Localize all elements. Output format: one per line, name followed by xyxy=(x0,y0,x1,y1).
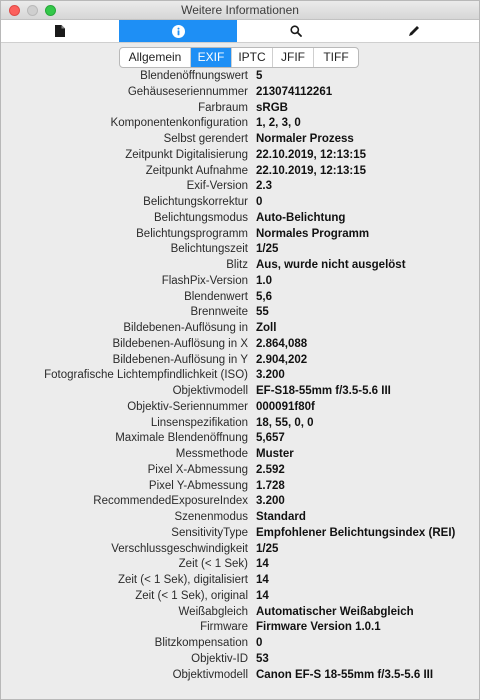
window-title: Weitere Informationen xyxy=(181,3,299,17)
exif-value[interactable]: 1.0 xyxy=(256,274,272,287)
exif-value[interactable]: 3.200 xyxy=(256,495,285,508)
exif-key: Belichtungsprogramm xyxy=(136,227,248,240)
exif-row xyxy=(1,179,479,195)
exif-key: Zeitpunkt Digitalisierung xyxy=(125,148,248,161)
exif-key: Gehäuseseriennummer xyxy=(127,85,248,98)
exif-row xyxy=(1,242,479,258)
exif-row xyxy=(1,368,479,384)
exif-key: Maximale Blendenöffnung xyxy=(115,432,248,445)
exif-row xyxy=(1,337,479,353)
exif-value[interactable]: 14 xyxy=(256,558,269,571)
exif-value[interactable]: sRGB xyxy=(256,101,288,114)
exif-key: Objektiv-Seriennummer xyxy=(127,400,248,413)
exif-value[interactable]: Firmware Version 1.0.1 xyxy=(256,621,381,634)
exif-key: Bildebenen-Auflösung in xyxy=(123,322,248,334)
exif-row xyxy=(1,148,479,164)
exif-key: Blitz xyxy=(226,259,248,271)
exif-key: Objektivmodell xyxy=(172,385,248,397)
exif-value[interactable]: 14 xyxy=(256,574,269,586)
exif-key: Fotografische Lichtempfindlichkeit (ISO) xyxy=(44,369,248,382)
exif-key: Pixel Y-Abmessung xyxy=(148,479,248,492)
exif-row xyxy=(1,557,479,573)
exif-key: Zeit (< 1 Sek), digitalisiert xyxy=(117,574,248,586)
exif-row xyxy=(1,636,479,652)
exif-row xyxy=(1,227,479,243)
info-icon xyxy=(172,25,185,38)
exif-row xyxy=(1,101,479,117)
exif-value[interactable]: 213074112261 xyxy=(256,85,333,98)
exif-row xyxy=(1,258,479,274)
exif-value[interactable]: Zoll xyxy=(256,322,277,334)
exif-value[interactable]: 5,6 xyxy=(256,290,272,303)
exif-key: Bildebenen-Auflösung in X xyxy=(112,337,248,350)
exif-key: Objektiv-ID xyxy=(191,652,248,665)
tab-allgemein[interactable]: Allgemein xyxy=(120,48,191,67)
document-icon xyxy=(55,25,65,37)
exif-key: Farbraum xyxy=(198,101,248,114)
exif-row xyxy=(1,69,479,85)
exif-key: Objektivmodell xyxy=(172,668,248,681)
exif-key: Selbst gerendert xyxy=(163,133,248,145)
general-info-tab[interactable] xyxy=(1,20,119,42)
exif-key: Verschlussgeschwindigkeit xyxy=(111,542,248,555)
exif-value[interactable]: 5,657 xyxy=(256,432,285,445)
exif-row xyxy=(1,290,479,306)
exif-key: Zeit (< 1 Sek) xyxy=(178,558,248,571)
exif-key: SensitivityType xyxy=(171,526,248,539)
exif-row xyxy=(1,132,479,148)
exif-row xyxy=(1,353,479,369)
exif-value[interactable]: EF-S18-55mm f/3.5-5.6 III xyxy=(256,385,391,397)
tab-jfif[interactable]: JFIF xyxy=(273,48,314,67)
exif-key: Exif-Version xyxy=(186,180,248,193)
exif-value[interactable]: Normales Programm xyxy=(256,227,370,240)
exif-list xyxy=(1,69,479,683)
exif-row xyxy=(1,211,479,227)
exif-row xyxy=(1,321,479,337)
exif-value[interactable]: 2.592 xyxy=(256,463,285,476)
exif-key: Zeitpunkt Aufnahme xyxy=(145,164,248,177)
exif-row xyxy=(1,479,479,495)
exif-row xyxy=(1,400,479,416)
exif-value[interactable]: 0 xyxy=(256,637,263,649)
exif-value[interactable]: 14 xyxy=(256,589,269,602)
exif-key: Brennweite xyxy=(190,306,248,319)
exif-row xyxy=(1,384,479,400)
exif-row xyxy=(1,463,479,479)
exif-row xyxy=(1,431,479,447)
inspector-toolbar xyxy=(1,20,479,43)
exif-row xyxy=(1,305,479,321)
exif-row xyxy=(1,605,479,621)
exif-row xyxy=(1,573,479,589)
exif-key: Pixel X-Abmessung xyxy=(147,463,248,476)
exif-row xyxy=(1,652,479,668)
exif-key: Blitzkompensation xyxy=(154,637,248,649)
exif-value[interactable]: 1/25 xyxy=(256,243,279,256)
more-info-tab[interactable] xyxy=(119,20,237,42)
exif-row xyxy=(1,274,479,290)
exif-key: Weißabgleich xyxy=(178,605,248,618)
metadata-tabs xyxy=(119,47,359,68)
exif-value[interactable]: 0 xyxy=(256,196,263,208)
exif-value[interactable]: Muster xyxy=(256,448,294,460)
exif-key: Komponentenkonfiguration xyxy=(110,117,248,130)
exif-row xyxy=(1,589,479,605)
exif-value[interactable]: 000091f80f xyxy=(256,400,315,413)
exif-key: Messmethode xyxy=(175,448,248,460)
search-icon xyxy=(290,25,302,37)
exif-row xyxy=(1,164,479,180)
exif-key: Bildebenen-Auflösung in Y xyxy=(112,353,248,366)
exif-row xyxy=(1,416,479,432)
exif-row xyxy=(1,620,479,636)
exif-value[interactable]: 1.728 xyxy=(256,479,285,492)
tab-iptc[interactable]: IPTC xyxy=(232,48,273,67)
exif-value[interactable]: Auto-Belichtung xyxy=(256,211,346,224)
tab-exif[interactable]: EXIF xyxy=(191,48,232,67)
exif-value[interactable]: Empfohlener Belichtungsindex (REI) xyxy=(256,526,456,539)
exif-value[interactable]: 53 xyxy=(256,652,269,665)
exif-value[interactable]: 3.200 xyxy=(256,369,285,382)
exif-value[interactable]: 22.10.2019, 12:13:15 xyxy=(256,148,366,161)
edit-tab[interactable] xyxy=(355,20,473,42)
exif-value[interactable]: 55 xyxy=(256,306,269,319)
exif-key: Belichtungsmodus xyxy=(154,211,248,224)
exif-value[interactable]: 22.10.2019, 12:13:15 xyxy=(256,164,366,177)
exif-row xyxy=(1,494,479,510)
exif-row xyxy=(1,116,479,132)
exif-value[interactable]: 18, 55, 0, 0 xyxy=(256,416,314,429)
pencil-icon xyxy=(408,25,420,37)
exif-row xyxy=(1,447,479,463)
exif-key: Zeit (< 1 Sek), original xyxy=(135,589,248,602)
exif-value[interactable]: 2.864,088 xyxy=(256,337,308,350)
exif-key: Blendenwert xyxy=(184,290,248,303)
exif-row xyxy=(1,526,479,542)
exif-value[interactable]: Automatischer Weißabgleich xyxy=(256,605,414,618)
exif-key: FlashPix-Version xyxy=(161,274,248,287)
exif-value[interactable]: 1/25 xyxy=(256,542,279,555)
exif-value[interactable]: 2.3 xyxy=(256,180,272,193)
exif-value[interactable]: 5 xyxy=(256,70,263,82)
search-tab[interactable] xyxy=(237,20,355,42)
exif-key: Belichtungszeit xyxy=(170,243,248,256)
exif-value[interactable]: Aus, wurde nicht ausgelöst xyxy=(256,259,406,271)
exif-key: Belichtungskorrektur xyxy=(143,196,248,208)
exif-key: Firmware xyxy=(200,621,248,634)
exif-value[interactable]: 2.904,202 xyxy=(256,353,308,366)
exif-key: Linsenspezifikation xyxy=(150,416,248,429)
exif-value[interactable]: Normaler Prozess xyxy=(256,133,354,145)
exif-key: Blendenöffnungswert xyxy=(140,70,248,82)
exif-key: Szenenmodus xyxy=(174,511,248,523)
exif-row xyxy=(1,542,479,558)
exif-value[interactable]: Canon EF-S 18-55mm f/3.5-5.6 III xyxy=(256,668,434,681)
title-bar[interactable] xyxy=(1,1,479,20)
exif-key: RecommendedExposureIndex xyxy=(93,495,248,508)
exif-row xyxy=(1,85,479,101)
exif-row xyxy=(1,195,479,211)
exif-row xyxy=(1,668,479,684)
exif-value[interactable]: 1, 2, 3, 0 xyxy=(256,117,301,130)
exif-value[interactable]: Standard xyxy=(256,511,306,523)
exif-row xyxy=(1,510,479,526)
tab-tiff[interactable]: TIFF xyxy=(323,50,349,64)
